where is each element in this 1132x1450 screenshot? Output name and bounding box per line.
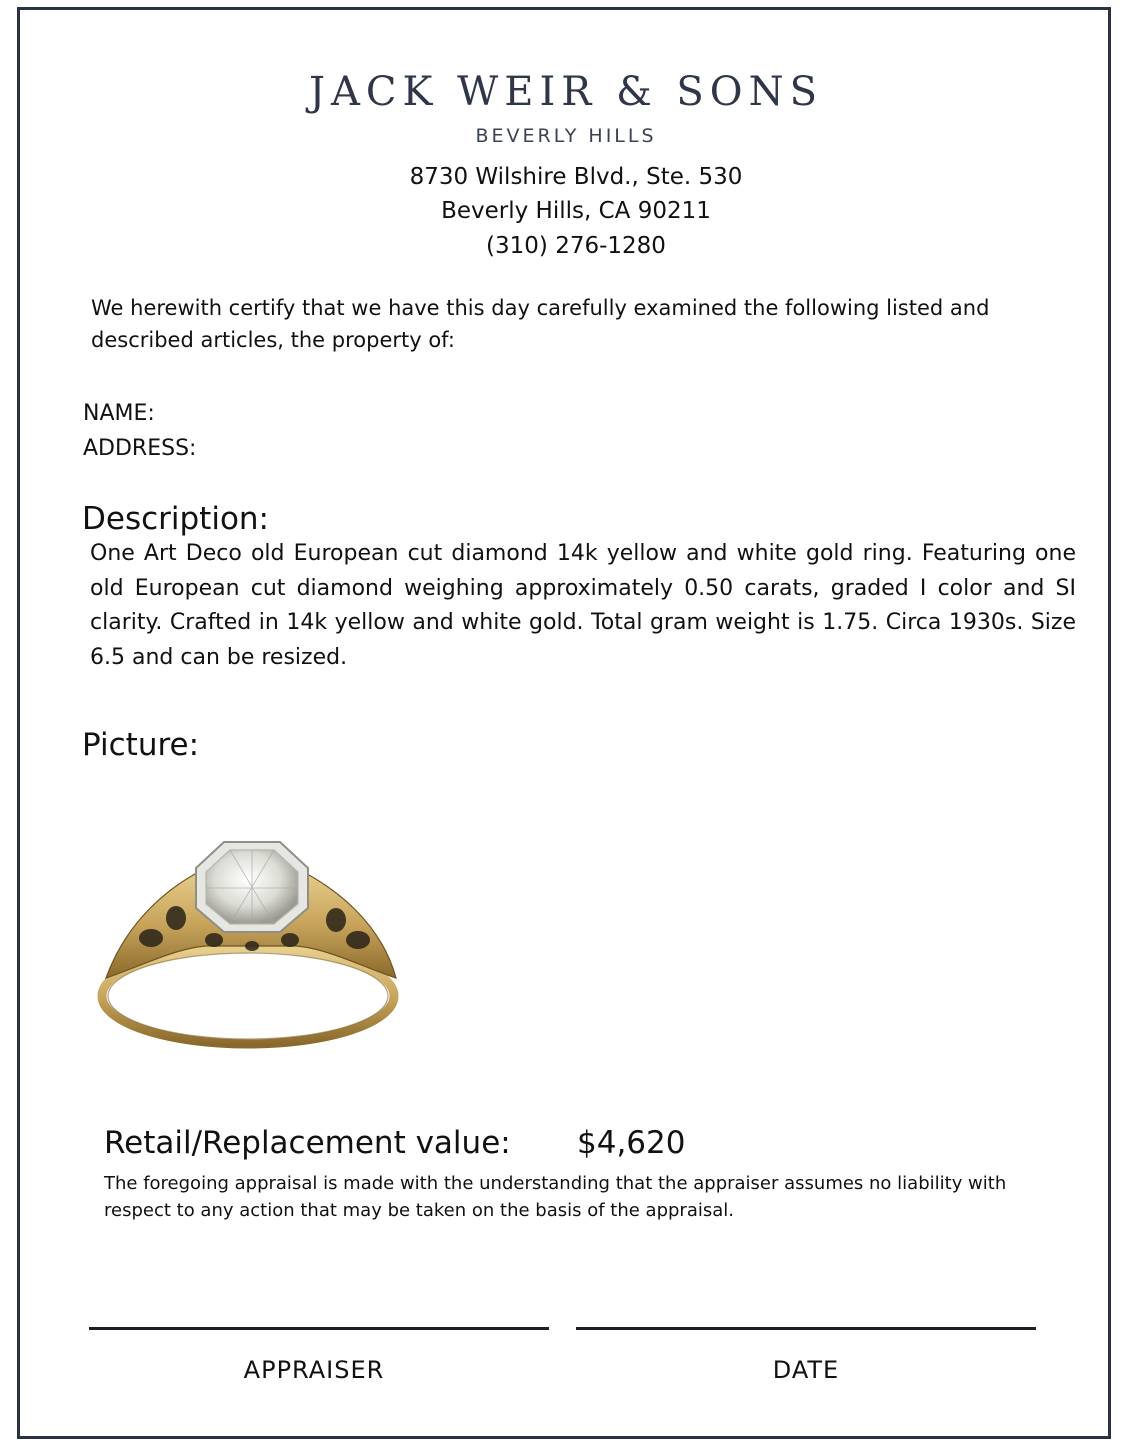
- address-line-2: Beverly Hills, CA 90211: [441, 198, 711, 224]
- phone-number: (310) 276-1280: [486, 233, 666, 259]
- appraiser-signature-line: [89, 1327, 549, 1330]
- value-label: Retail/Replacement value:: [104, 1125, 511, 1161]
- appraiser-label: APPRAISER: [243, 1356, 385, 1384]
- date-signature-line: [576, 1327, 1036, 1330]
- value-amount: $4,620: [577, 1125, 686, 1161]
- brand-name: JACK WEIR & SONS: [309, 69, 823, 115]
- address-line-1: 8730 Wilshire Blvd., Ste. 530: [409, 164, 743, 190]
- diamond-ring-image: [96, 828, 412, 1058]
- address-label: ADDRESS:: [83, 436, 197, 461]
- certification-text: We herewith certify that we have this day carefully examined the following listed and described articles, the property of:: [91, 296, 990, 352]
- brand-location: BEVERLY HILLS: [475, 125, 657, 147]
- description-heading: Description:: [82, 501, 269, 537]
- date-label: DATE: [772, 1356, 840, 1384]
- name-label: NAME:: [83, 401, 155, 426]
- description-text: One Art Deco old European cut diamond 14k yellow and white gold ring. Featuring one old European cut diamond weighing approximately 0.50 carats, graded I color and SI clarity. Crafted in 14k yellow and white gold. Total gram weight is 1.75. Circa 1930s. Size 6.5 and can be resized.: [90, 541, 1076, 670]
- disclaimer-text: The foregoing appraisal is made with the understanding that the appraiser assumes no liability with respect to any action that may be taken on the basis of the appraisal.: [104, 1173, 1007, 1221]
- picture-heading: Picture:: [82, 727, 200, 763]
